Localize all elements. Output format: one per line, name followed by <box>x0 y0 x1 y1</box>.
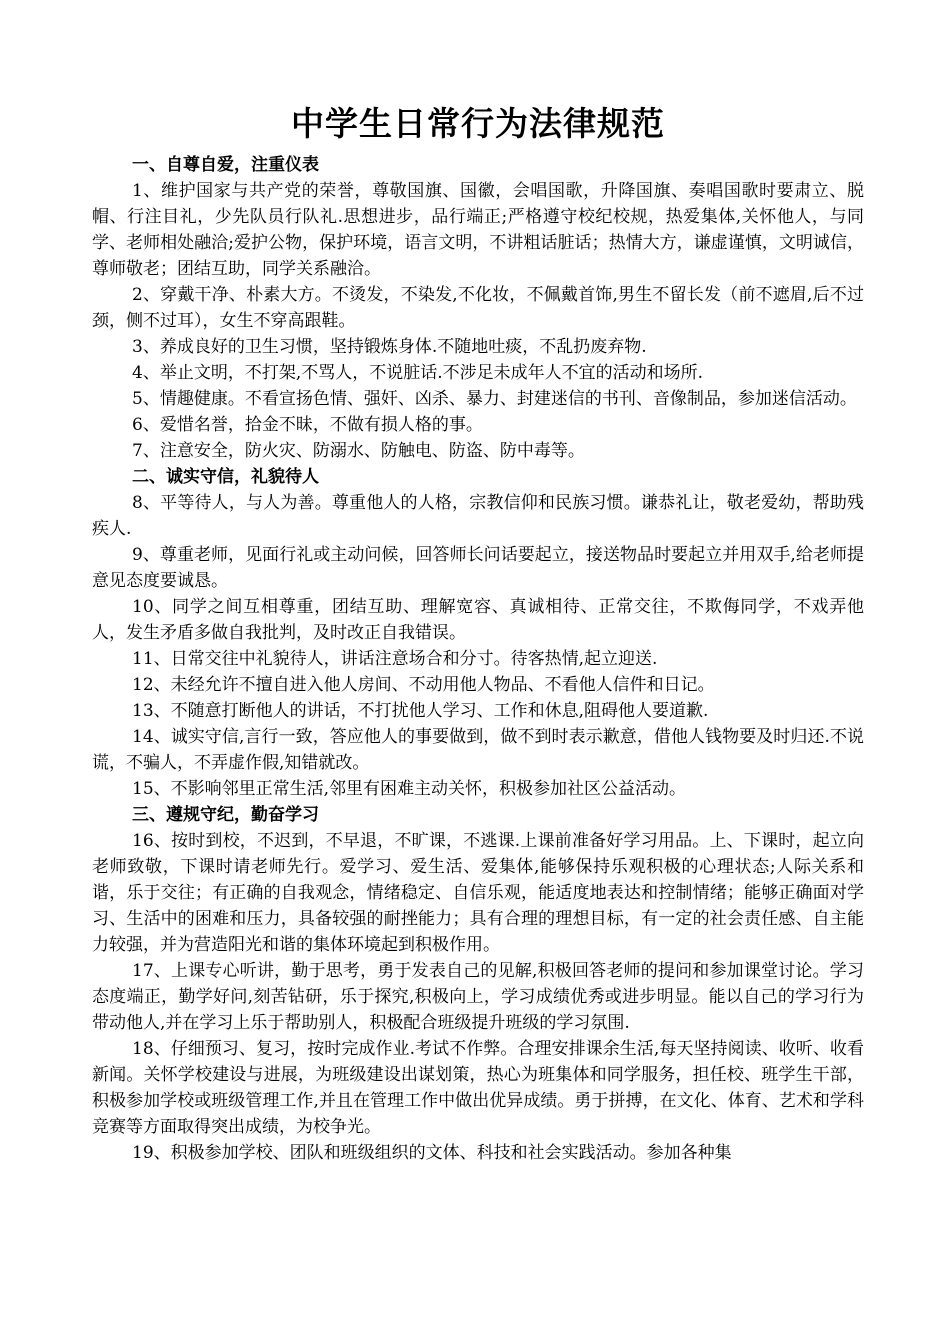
rule-paragraph: 10、同学之间互相尊重，团结互助、理解宽容、真诚相待、正常交往，不欺侮同学，不戏弄他人，发生矛盾多做自我批判，及时改正自我错误。 <box>92 597 864 643</box>
rule-paragraph: 5、情趣健康。不看宣扬色情、强奸、凶杀、暴力、封建迷信的书刊、音像制品，参加迷信活动。 <box>132 389 857 409</box>
rule-paragraph: 11、日常交往中礼貌待人，讲话注意场合和分寸。待客热情,起立迎送. <box>132 649 658 669</box>
rule-paragraph: 15、不影响邻里正常生活,邻里有困难主动关怀，积极参加社区公益活动。 <box>132 779 687 799</box>
rule-paragraph: 3、养成良好的卫生习惯，坚持锻炼身体.不随地吐痰，不乱扔废弃物. <box>132 337 647 357</box>
rule-paragraph: 2、穿戴干净、朴素大方。不烫发，不染发,不化妆，不佩戴首饰,男生不留长发（前不遮眉,后不过颈，侧不过耳），女生不穿高跟鞋。 <box>92 285 864 331</box>
rule-paragraph: 8、平等待人，与人为善。尊重他人的人格，宗教信仰和民族习惯。谦恭礼让，敬老爱幼，帮助残疾人. <box>92 493 864 539</box>
rule-paragraph: 14、诚实守信,言行一致，答应他人的事要做到，做不到时表示歉意，借他人钱物要及时归还.不说谎，不骗人，不弄虚作假,知错就改。 <box>92 727 865 773</box>
rule-paragraph: 18、仔细预习、复习，按时完成作业.考试不作弊。合理安排课余生活,每天坚持阅读、收听、收看新闻。关怀学校建设与进展，为班级建设出谋划策，热心为班集体和同学服务，担任校、班学生干部，积极参加学校或班级管理工作,并且在管理工作中做出优异成绩。勇于拼搏，在文化、体育、艺术和学科竞赛等方面取得突出成绩，为校争光。 <box>92 1039 864 1137</box>
section-heading: 一、自尊自爱，注重仪表 <box>132 155 319 175</box>
rule-paragraph: 17、上课专心听讲，勤于思考，勇于发表自己的见解,积极回答老师的提问和参加课堂讨论。学习态度端正，勤学好问,刻苦钻研，乐于探究,积极向上，学习成绩优秀或进步明显。能以自己的学习行为带动他人,并在学习上乐于帮助别人，积极配合班级提升班级的学习氛围. <box>92 961 864 1033</box>
rule-paragraph: 4、举止文明，不打架,不骂人，不说脏话.不涉足未成年人不宜的活动和场所. <box>132 363 704 383</box>
section-1 <box>92 152 864 464</box>
section-heading: 二、诚实守信，礼貌待人 <box>132 467 319 487</box>
rule-paragraph: 7、注意安全，防火灾、防溺水、防触电、防盗、防中毒等。 <box>132 441 585 461</box>
rule-paragraph: 6、爱惜名誉，拾金不昧，不做有损人格的事。 <box>132 415 483 435</box>
rule-paragraph: 13、不随意打断他人的讲话，不打扰他人学习、工作和休息,阻碍他人要道歉. <box>132 701 709 721</box>
section-heading: 三、遵规守纪，勤奋学习 <box>132 805 319 825</box>
rule-paragraph: 16、按时到校，不迟到，不早退，不旷课，不逃课.上课前准备好学习用品。上、下课时，起立向老师致敬，下课时请老师先行。爱学习、爱生活、爱集体,能够保持乐观积极的心理状态;人际关系和谐，乐于交往；有正确的自我观念，情绪稳定、自信乐观，能适度地表达和控制情绪；能够正确面对学习、生活中的困难和压力，具备较强的耐挫能力；具有合理的理想目标，有一定的社会责任感、自主能力较强，并为营造阳光和谐的集体环境起到积极作用。 <box>92 831 864 955</box>
rule-paragraph: 1、维护国家与共产党的荣誉，尊敬国旗、国徽，会唱国歌，升降国旗、奏唱国歌时要肃立、脱帽、行注目礼，少先队员行队礼.思想进步，品行端正;严格遵守校纪校规，热爱集体,关怀他人，与同学、老师相处融洽;爱护公物，保护环境，语言文明，不讲粗话脏话；热情大方，谦虚谨慎，文明诚信，尊师敬老；团结互助，同学关系融洽。 <box>92 181 864 279</box>
rule-paragraph: 9、尊重老师，见面行礼或主动问候，回答师长问话要起立，接送物品时要起立并用双手,给老师提意见态度要诚恳。 <box>92 545 864 591</box>
section-3 <box>92 802 864 1166</box>
rule-paragraph: 12、未经允许不擅自进入他人房间、不动用他人物品、不看他人信件和日记。 <box>132 675 715 695</box>
document-title: 中学生日常行为法律规范 <box>291 104 665 143</box>
rule-paragraph: 19、积极参加学校、团队和班级组织的文体、科技和社会实践活动。参加各种集 <box>132 1143 732 1163</box>
document-page <box>92 98 864 1166</box>
section-2 <box>92 464 864 802</box>
